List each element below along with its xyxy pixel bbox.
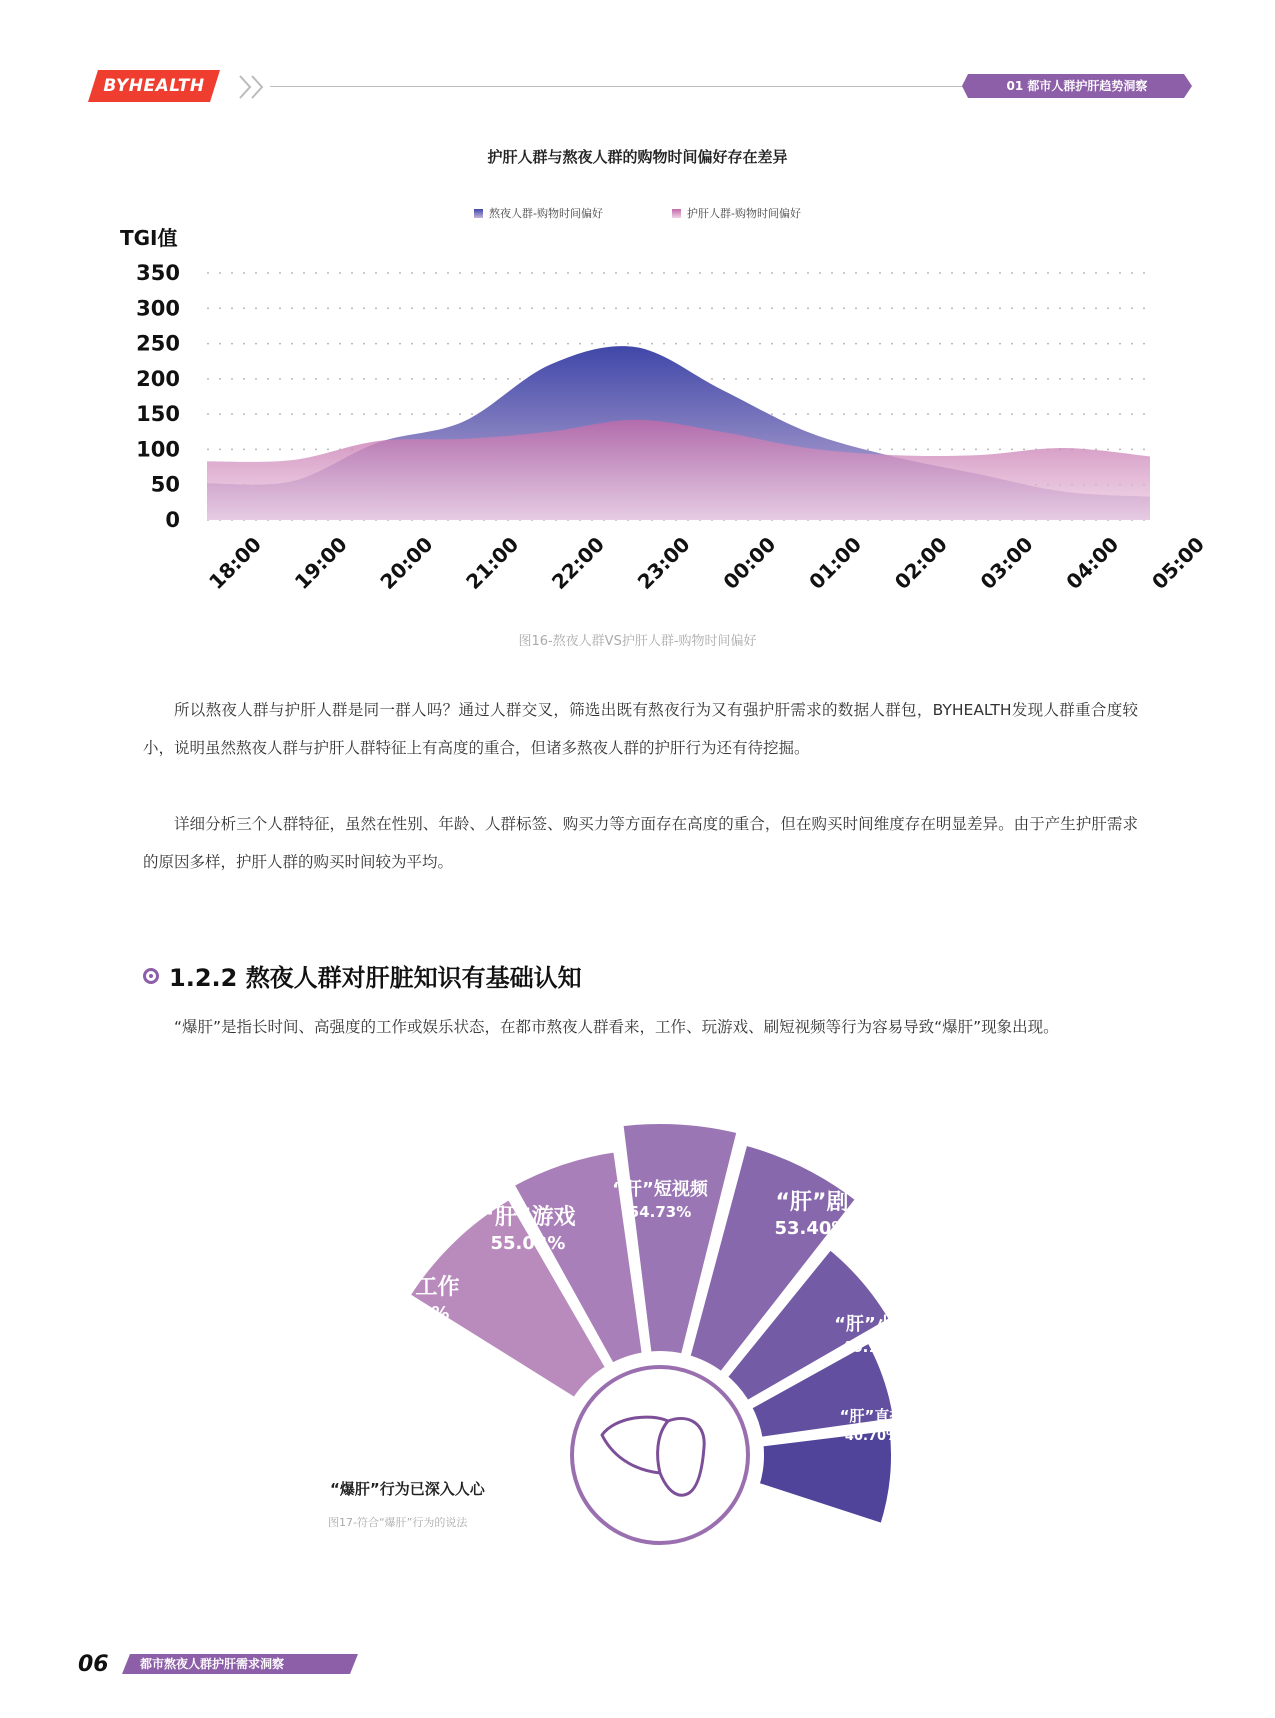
page-number: 06	[78, 1652, 109, 1677]
fan-segment-title: “肝”直播	[839, 1407, 905, 1425]
fan-note: “爆肝”行为已深入人心	[330, 1480, 485, 1498]
x-tick-label: 03:00	[975, 532, 1038, 595]
y-tick-label: 200	[136, 366, 180, 391]
x-tick-label: 00:00	[718, 532, 781, 595]
fan-segment-label	[783, 1313, 963, 1358]
y-tick-label: 300	[136, 296, 180, 321]
fan-segment-label	[782, 1406, 962, 1446]
fan-segment-title: “肝”代码	[822, 1519, 874, 1533]
x-tick-label: 05:00	[1147, 532, 1210, 595]
legend-label: 护肝人群-购物时间偏好	[687, 207, 801, 220]
fan-segment-title: “肝”工作	[364, 1275, 460, 1300]
x-tick-label: 01:00	[804, 532, 867, 595]
fan-segment-label	[758, 1517, 938, 1551]
fan-segment-title: “肝”短视频	[612, 1179, 708, 1200]
fan-caption: 图17-符合“爆肝”行为的说法	[328, 1516, 468, 1529]
chevron-right-icon	[236, 72, 276, 102]
fan-segment-value: 35.33%	[827, 1537, 869, 1548]
fan-labels	[0, 1095, 1275, 1615]
legend-item-liver	[672, 205, 801, 221]
y-tick-label: 350	[136, 261, 180, 285]
x-tick-label: 18:00	[204, 532, 267, 595]
legend-swatch	[672, 209, 681, 218]
y-tick-label: 100	[136, 437, 180, 462]
x-tick-label: 02:00	[889, 532, 952, 595]
section-heading-text: 1.2.2 熬夜人群对肝脏知识有基础认知	[169, 964, 582, 992]
section-intro: “爆肝”是指长时间、高强度的工作或娱乐状态，在都市熬夜人群看来，工作、玩游戏、刷短视频等行为容易导致“爆肝”现象出现。	[174, 1018, 1059, 1036]
x-tick-label: 23:00	[632, 532, 695, 595]
fan-segment-value: 53.40%	[774, 1218, 850, 1239]
header-rule	[270, 86, 970, 87]
fan-segment-label	[322, 1274, 502, 1326]
fan-segment-value: 55.03%	[490, 1233, 566, 1254]
x-tick-label: 20:00	[375, 532, 438, 595]
section-tag: 01 都市人群护肝趋势洞察	[1006, 79, 1148, 93]
y-tick-label: 150	[136, 402, 180, 427]
legend-swatch	[474, 209, 483, 218]
chart-caption: 图16-熬夜人群VS护肝人群-购物时间偏好	[518, 634, 757, 649]
y-tick-label: 0	[165, 508, 180, 532]
chart-title: 护肝人群与熬夜人群的购物时间偏好存在差异	[487, 148, 788, 166]
fan-segment-value: 40.70%	[844, 1429, 900, 1444]
y-axis-title: TGI值	[120, 226, 178, 250]
paragraph-2: 详细分析三个人群特征，虽然在性别、年龄、人群标签、购买力等方面存在高度的重合，但在购买时间维度存在明显差异。由于产生护肝需求的原因多样，护肝人群的购买时间较为平均。	[143, 815, 1138, 871]
tgi-area-chart	[0, 240, 1275, 600]
section-heading	[143, 958, 582, 993]
fan-segment-title: “肝”剧	[775, 1190, 849, 1215]
fan-segment-label	[722, 1189, 902, 1241]
legend-item-night	[474, 205, 603, 221]
paragraph-1: 所以熬夜人群与护肝人群是同一群人吗？通过人群交叉，筛选出既有熬夜行为又有强护肝需求的数据人群包，BYHEALTH发现人群重合度较小，说明虽然熬夜人群与护肝人群特征上有高度的重合，但诸多熬夜人群的护肝行为还有待挖掘。	[143, 701, 1138, 757]
y-tick-label: 50	[150, 472, 180, 497]
fan-segment-value: 46.13%	[841, 1338, 905, 1356]
footer-title: 都市熬夜人群护肝需求洞察	[140, 1657, 285, 1671]
legend-label: 熬夜人群-购物时间偏好	[489, 207, 603, 220]
y-tick-label: 250	[136, 331, 180, 356]
area-series-liver-care	[207, 420, 1150, 520]
fan-segment-value: 58.73%	[374, 1303, 450, 1324]
fan-segment-title: “肝”小说	[834, 1314, 912, 1335]
fan-segment-title: “肝”游戏	[480, 1205, 576, 1230]
brand-logo: BYHEALTH	[103, 76, 205, 96]
x-tick-label: 22:00	[546, 532, 609, 595]
x-tick-label: 21:00	[461, 532, 524, 595]
x-tick-label: 19:00	[289, 532, 352, 595]
target-icon	[143, 968, 159, 984]
x-tick-label: 04:00	[1061, 532, 1124, 595]
fan-segment-value: 54.73%	[628, 1203, 692, 1221]
